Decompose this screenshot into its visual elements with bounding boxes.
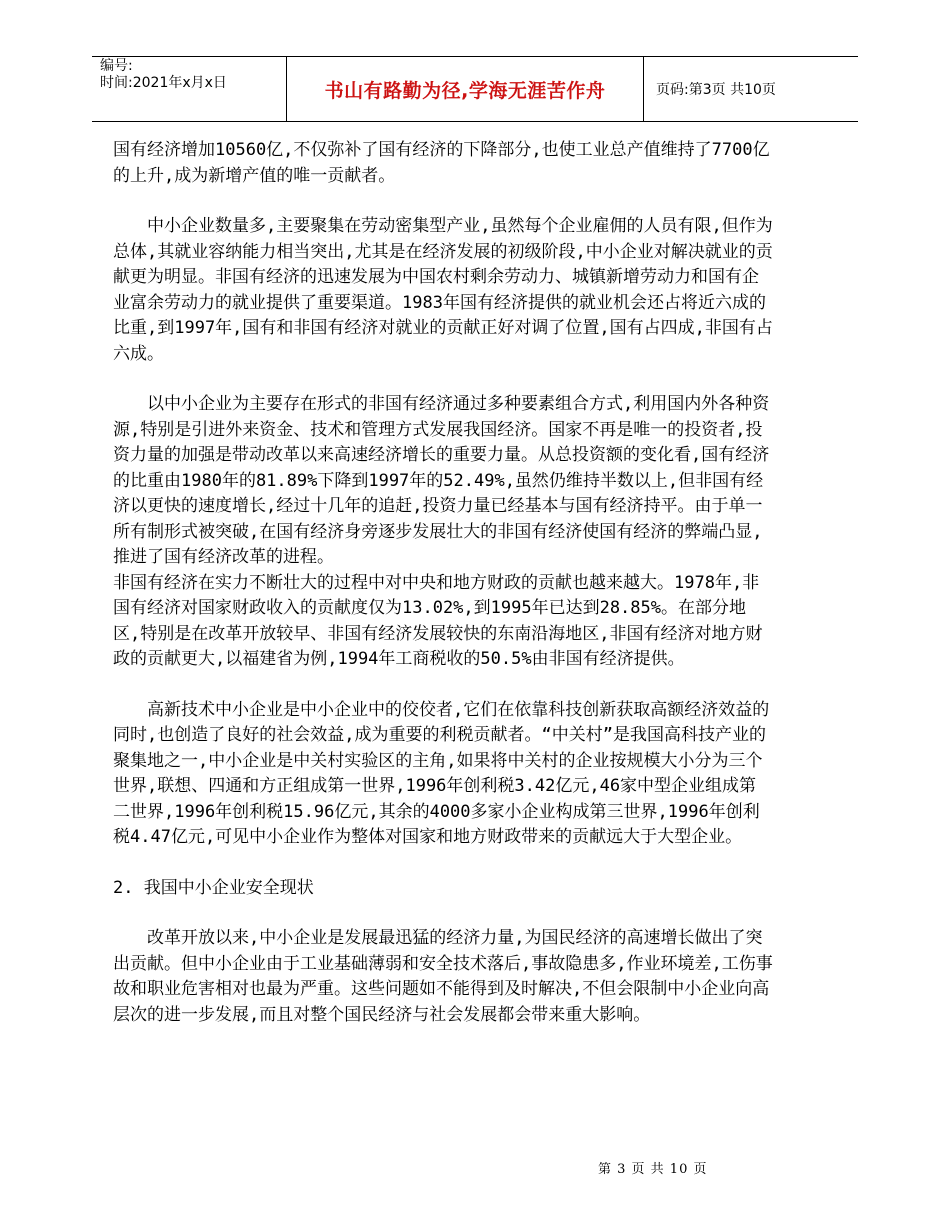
paragraph-3: 以中小企业为主要存在形式的非国有经济通过多种要素组合方式,利用国内外各种资源,特别是引进外来资金、技术和管理方式发展我国经济。国家不再是唯一的投资者,投资力量的加强是带动改革以来高速经济增长的重要力量。从总投资额的变化看,国有经济的比重由1980年的81.89%下降到1997年的52.49%,虽然仍维持半数以上,但非国有经济以更快的速度增长,经过十几年的追赶,投资力量已经基本与国有经济持平。由于单一所有制形式被突破,在国有经济身旁逐步发展壮大的非国有经济使国有经济的弊端凸显,推进了国有经济改革的进程。	[113, 394, 770, 567]
paragraph-4: 非国有经济在实力不断壮大的过程中对中央和地方财政的贡献也越来越大。1978年,非国有经济对国家财政收入的贡献度仅为13.02%,到1995年已达到28.85%。在部分地区,特别是在改革开放较早、非国有经济发展较快的东南沿海地区,非国有经济对地方财政的贡献更大,以福建省为例,1994年工商税收的50.5%由非国有经济提供。	[113, 572, 763, 669]
paragraph-1: 国有经济增加10560亿,不仅弥补了国有经济的下降部分,也使工业总产值维持了7700亿的上升,成为新增产值的唯一贡献者。	[113, 140, 770, 186]
section-heading: 2. 我国中小企业安全现状	[113, 877, 314, 898]
page-header	[92, 56, 858, 122]
header-meta	[100, 57, 286, 122]
paragraph-2: 中小企业数量多,主要聚集在劳动密集型产业,虽然每个企业雇佣的人员有限,但作为总体,其就业容纳能力相当突出,尤其是在经济发展的初级阶段,中小企业对解决就业的贡献更为明显。非国有经济的迅速发展为中国农村剩余劳动力、城镇新增劳动力和国有企业富余劳动力的就业提供了重要渠道。1983年国有经济提供的就业机会还占将近六成的比重,到1997年,国有和非国有经济对就业的贡献正好对调了位置,国有占四成,非国有占六成。	[113, 216, 773, 364]
header-motto: 书山有路勤为径,学海无涯苦作舟	[286, 57, 644, 121]
document-number-label: 编号:	[100, 58, 133, 74]
paragraph-5: 高新技术中小企业是中小企业中的佼佼者,它们在依靠科技创新获取高额经济效益的同时,也创造了良好的社会效益,成为重要的利税贡献者。“中关村”是我国高科技产业的聚集地之一,中小企业是中关村实验区的主角,如果将中关村的企业按规模大小分为三个世界,联想、四通和方正组成第一世界,1996年创利税3.42亿元,46家中型企业组成第二世界,1996年创利税15.96亿元,其余的4000多家小企业构成第三世界,1996年创利税4.47亿元,可见中小企业作为整体对国家和地方财政带来的贡献远大于大型企业。	[113, 699, 770, 847]
paragraph-6: 改革开放以来,中小企业是发展最迅猛的经济力量,为国民经济的高速增长做出了突出贡献。但中小企业由于工业基础薄弱和安全技术落后,事故隐患多,作业环境差,工伤事故和职业危害相对也最为严重。这些问题如不能得到及时解决,不但会限制中小企业向高层次的进一步发展,而且对整个国民经济与社会发展都会带来重大影响。	[113, 928, 773, 1025]
header-page-info: 页码:第3页 共10页	[656, 82, 776, 98]
page-footer: 第 3 页 共 10 页	[598, 1162, 708, 1177]
document-time-label: 时间:2021年x月x日	[100, 75, 227, 91]
document-body	[113, 138, 773, 1028]
